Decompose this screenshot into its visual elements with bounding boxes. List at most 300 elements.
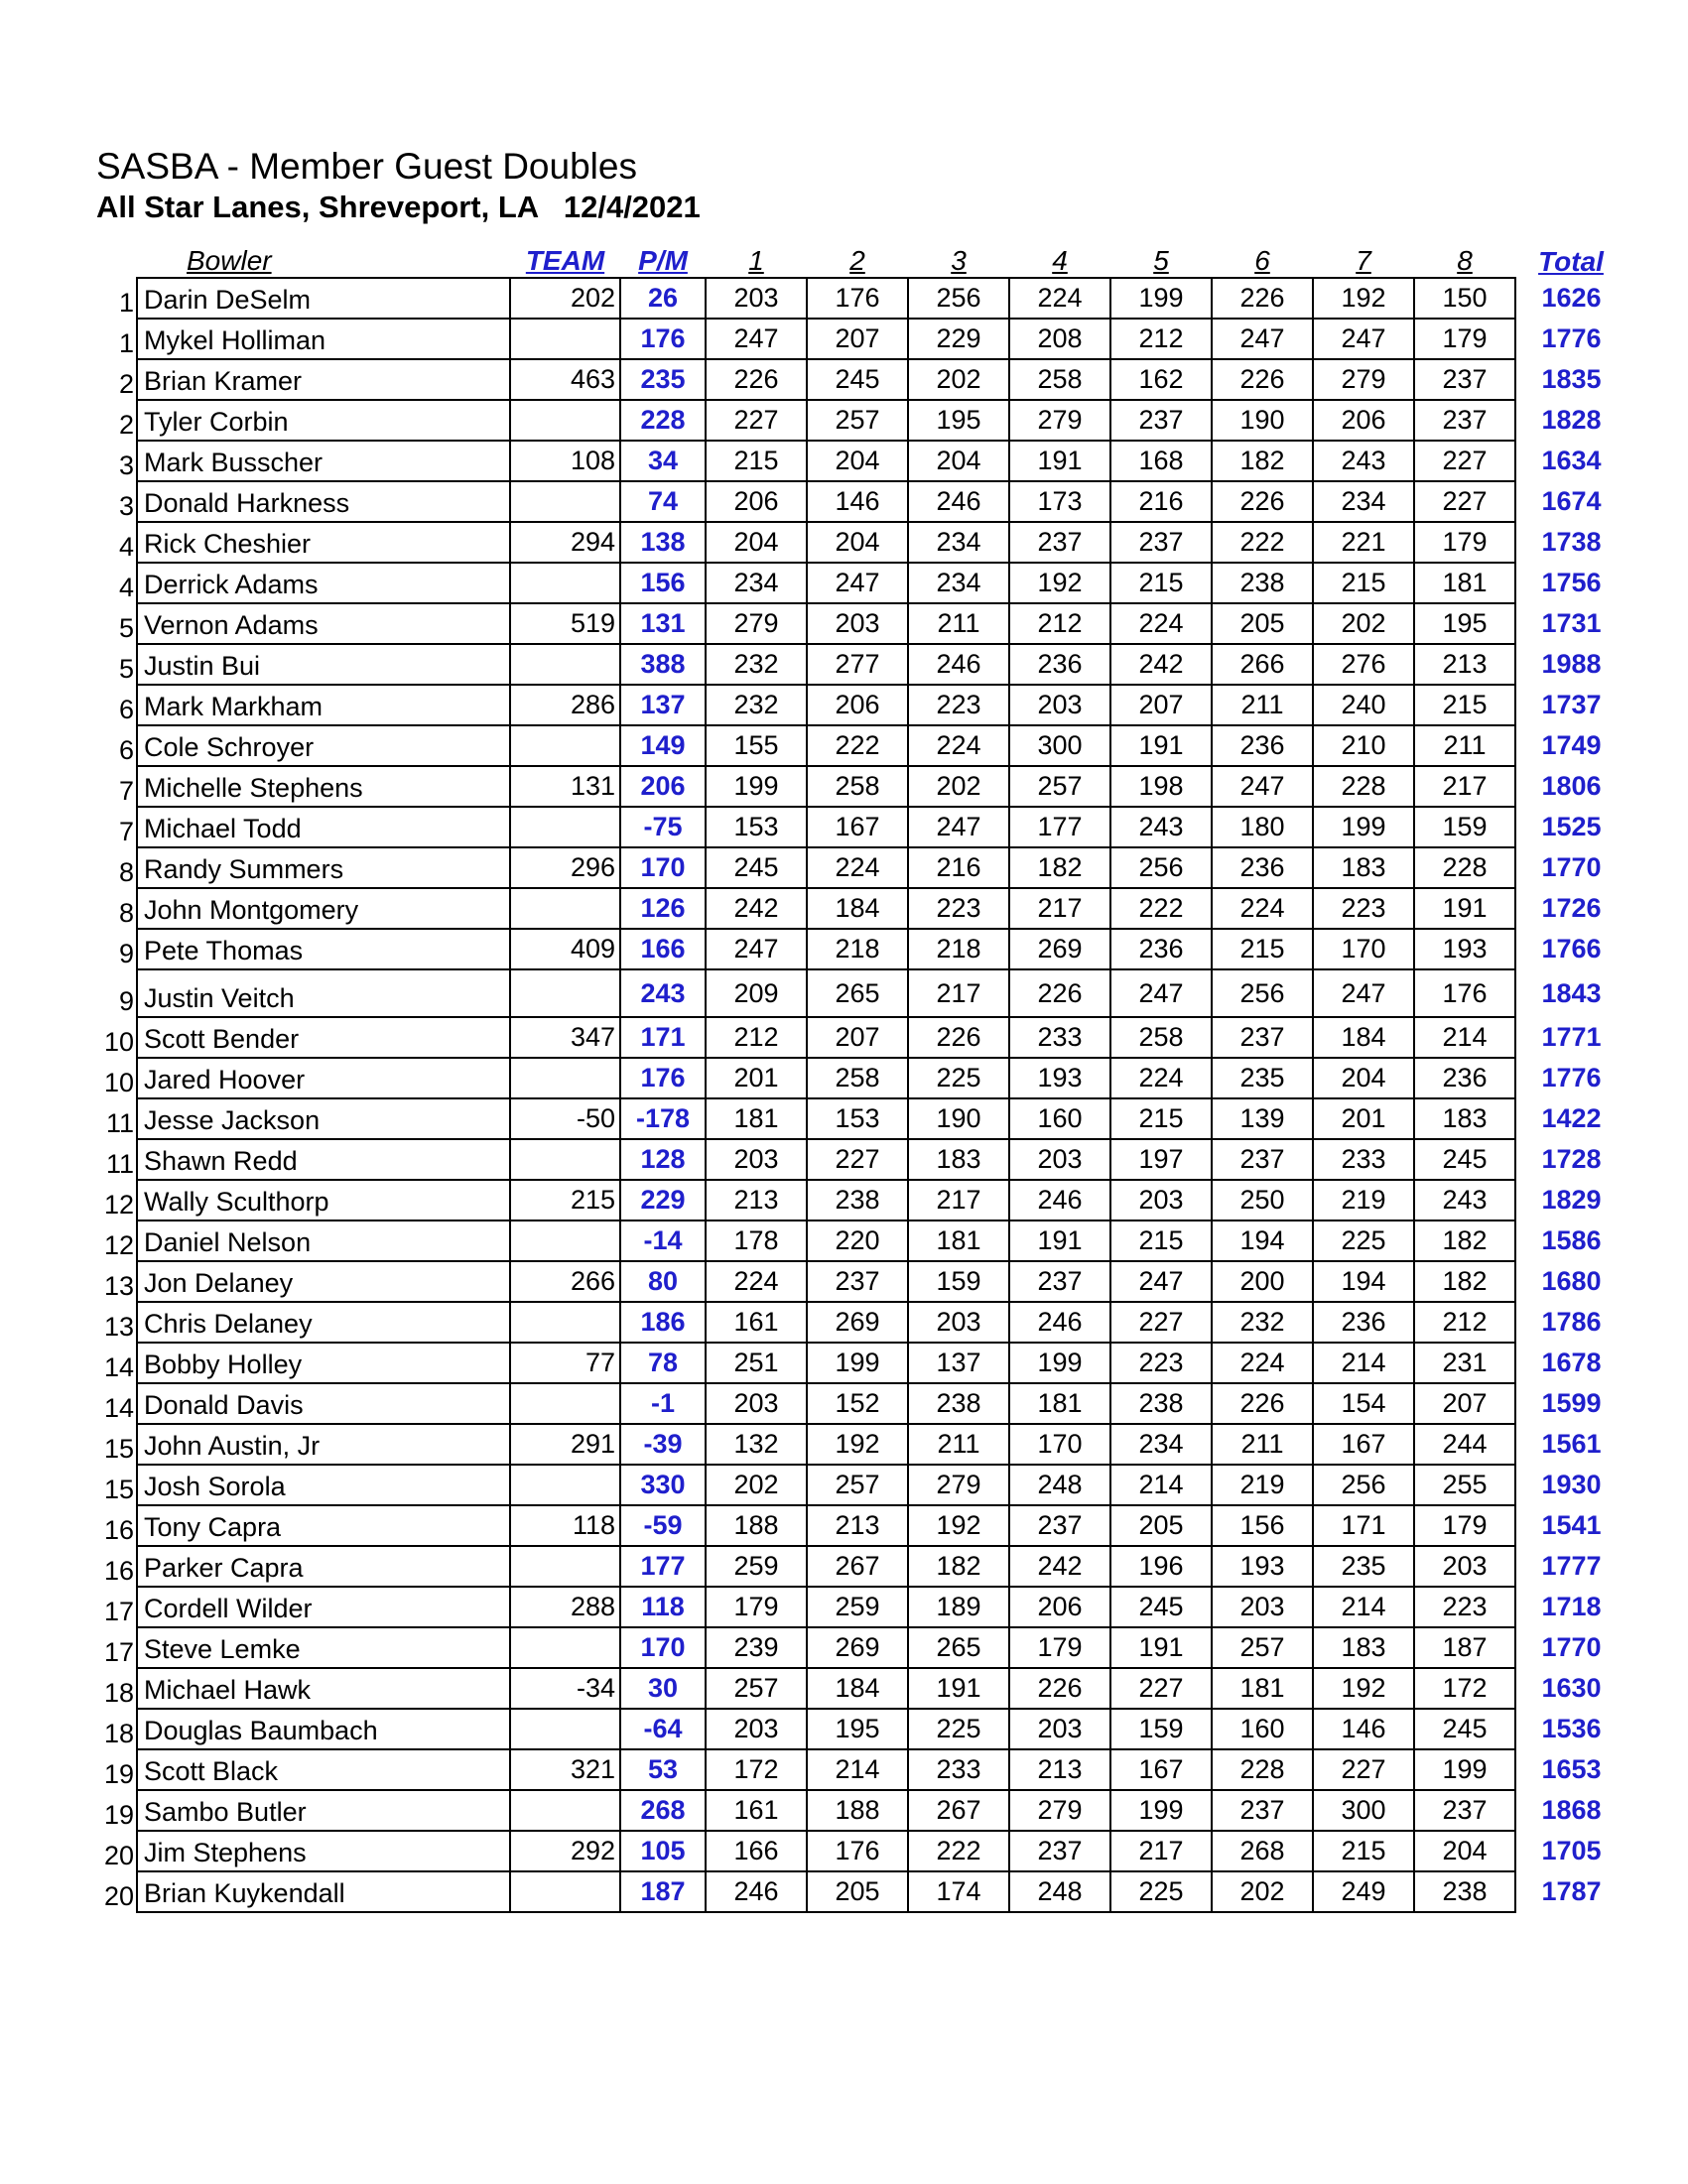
table-row	[93, 1749, 1626, 1790]
table-row	[93, 1627, 1626, 1668]
game-score: 229	[908, 319, 1009, 359]
game-score: 176	[807, 1831, 908, 1871]
game-score: 242	[1009, 1546, 1110, 1587]
game-score: 215	[706, 441, 807, 481]
game-score: 279	[1009, 400, 1110, 441]
game-score: 235	[1212, 1058, 1313, 1098]
game-score: 232	[706, 644, 807, 685]
bowler-name: Pete Thomas	[137, 929, 510, 969]
table-row	[93, 319, 1626, 359]
plus-minus: 156	[620, 563, 706, 603]
plus-minus: -1	[620, 1383, 706, 1424]
game-score: 259	[807, 1587, 908, 1627]
game-score: 180	[1212, 807, 1313, 847]
game-score: 207	[1110, 685, 1212, 725]
game-score: 223	[1414, 1587, 1515, 1627]
game-score: 236	[1212, 847, 1313, 888]
game-score: 228	[1313, 766, 1414, 807]
game-score: 184	[1313, 1017, 1414, 1058]
game-score: 224	[908, 725, 1009, 766]
row-rank: 8	[118, 898, 134, 928]
game-score: 237	[1110, 522, 1212, 563]
game-score: 211	[908, 1424, 1009, 1465]
row-rank: 3	[118, 450, 134, 480]
row-rank: 9	[118, 939, 134, 968]
game-score: 228	[1212, 1749, 1313, 1790]
game-score: 161	[706, 1790, 807, 1831]
team-score: 288	[510, 1587, 620, 1627]
game-score: 238	[1110, 1383, 1212, 1424]
team-score	[510, 563, 620, 603]
game-score: 197	[1110, 1139, 1212, 1180]
row-rank: 11	[105, 1108, 134, 1138]
table-row	[93, 969, 1626, 1017]
game-score: 193	[1009, 1058, 1110, 1098]
game-score: 183	[1414, 1098, 1515, 1139]
game-score: 207	[1414, 1383, 1515, 1424]
game-score: 215	[1110, 1220, 1212, 1261]
game-score: 246	[706, 1871, 807, 1912]
team-score: 347	[510, 1017, 620, 1058]
plus-minus: 34	[620, 441, 706, 481]
game-score: 191	[908, 1668, 1009, 1709]
total-score: 1787	[1541, 1876, 1602, 1906]
plus-minus: 30	[620, 1668, 706, 1709]
plus-minus: 80	[620, 1261, 706, 1302]
plus-minus: 166	[620, 929, 706, 969]
game-score: 224	[1110, 603, 1212, 644]
table-row	[93, 1546, 1626, 1587]
total-score: 1653	[1541, 1754, 1602, 1784]
game-score: 213	[1009, 1749, 1110, 1790]
game-score: 181	[1009, 1383, 1110, 1424]
table-row	[93, 685, 1626, 725]
game-score: 220	[807, 1220, 908, 1261]
game-header: 7	[1356, 245, 1371, 276]
game-score: 214	[1110, 1465, 1212, 1505]
game-score: 191	[1110, 725, 1212, 766]
game-score: 238	[1414, 1871, 1515, 1912]
bowler-name: Michael Todd	[137, 807, 510, 847]
table-row	[93, 1343, 1626, 1383]
game-score: 191	[1110, 1627, 1212, 1668]
game-score: 247	[908, 807, 1009, 847]
game-score: 255	[1414, 1465, 1515, 1505]
game-score: 176	[1414, 969, 1515, 1017]
game-score: 250	[1212, 1180, 1313, 1220]
game-score: 244	[1414, 1424, 1515, 1465]
game-score: 194	[1212, 1220, 1313, 1261]
team-score	[510, 1220, 620, 1261]
game-score: 167	[1110, 1749, 1212, 1790]
bowler-name: Cordell Wilder	[137, 1587, 510, 1627]
game-score: 198	[1110, 766, 1212, 807]
team-score	[510, 400, 620, 441]
bowler-name: Tony Capra	[137, 1505, 510, 1546]
table-row	[93, 1505, 1626, 1546]
game-score: 243	[1313, 441, 1414, 481]
game-score: 245	[1414, 1709, 1515, 1749]
bowler-name: Cole Schroyer	[137, 725, 510, 766]
total-score: 1737	[1541, 690, 1602, 719]
table-row	[93, 1058, 1626, 1098]
game-score: 245	[1110, 1587, 1212, 1627]
bowler-name: Steve Lemke	[137, 1627, 510, 1668]
game-score: 205	[807, 1871, 908, 1912]
total-score: 1770	[1541, 1632, 1602, 1662]
game-score: 212	[1009, 603, 1110, 644]
game-score: 259	[706, 1546, 807, 1587]
game-score: 181	[1414, 563, 1515, 603]
bowler-name: Scott Black	[137, 1749, 510, 1790]
game-score: 246	[908, 644, 1009, 685]
game-score: 173	[1009, 481, 1110, 522]
team-score: 202	[510, 278, 620, 319]
game-score: 247	[706, 319, 807, 359]
game-score: 202	[1212, 1871, 1313, 1912]
total-score: 1930	[1541, 1470, 1602, 1499]
game-score: 226	[1009, 1668, 1110, 1709]
game-score: 231	[1414, 1343, 1515, 1383]
game-score: 170	[1009, 1424, 1110, 1465]
plus-minus: 388	[620, 644, 706, 685]
table-row	[93, 725, 1626, 766]
game-score: 199	[706, 766, 807, 807]
team-score	[510, 644, 620, 685]
table-row	[93, 644, 1626, 685]
game-score: 225	[908, 1058, 1009, 1098]
game-score: 238	[1212, 563, 1313, 603]
game-score: 182	[908, 1546, 1009, 1587]
plus-minus: 170	[620, 1627, 706, 1668]
game-score: 181	[908, 1220, 1009, 1261]
game-score: 237	[1009, 1505, 1110, 1546]
game-score: 225	[908, 1709, 1009, 1749]
plus-minus: -75	[620, 807, 706, 847]
team-score	[510, 1139, 620, 1180]
game-score: 193	[1212, 1546, 1313, 1587]
team-score	[510, 1058, 620, 1098]
table-row	[93, 1139, 1626, 1180]
game-score: 233	[908, 1749, 1009, 1790]
game-score: 139	[1212, 1098, 1313, 1139]
game-score: 257	[807, 400, 908, 441]
game-score: 192	[908, 1505, 1009, 1546]
game-score: 223	[908, 888, 1009, 929]
team-score: -34	[510, 1668, 620, 1709]
total-score: 1561	[1541, 1429, 1602, 1459]
table-row	[93, 278, 1626, 319]
game-score: 209	[706, 969, 807, 1017]
total-score: 1731	[1541, 608, 1602, 638]
game-score: 194	[1313, 1261, 1414, 1302]
row-rank: 8	[118, 857, 134, 887]
bowler-name: Michelle Stephens	[137, 766, 510, 807]
row-rank: 19	[103, 1800, 134, 1830]
game-score: 211	[1212, 1424, 1313, 1465]
table-row	[93, 1465, 1626, 1505]
game-score: 256	[908, 278, 1009, 319]
row-rank: 11	[105, 1149, 134, 1179]
game-score: 277	[807, 644, 908, 685]
game-score: 215	[1110, 1098, 1212, 1139]
plus-minus: 118	[620, 1587, 706, 1627]
plus-minus: 330	[620, 1465, 706, 1505]
game-score: 153	[807, 1098, 908, 1139]
game-score: 234	[706, 563, 807, 603]
game-score: 216	[1110, 481, 1212, 522]
total-score: 1422	[1541, 1103, 1602, 1133]
bowler-name: Shawn Redd	[137, 1139, 510, 1180]
game-score: 226	[706, 359, 807, 400]
row-rank: 3	[118, 491, 134, 521]
game-score: 179	[706, 1587, 807, 1627]
team-score: 77	[510, 1343, 620, 1383]
total-score: 1777	[1541, 1551, 1602, 1581]
plus-minus: 78	[620, 1343, 706, 1383]
game-score: 268	[1212, 1831, 1313, 1871]
bowler-name: Josh Sorola	[137, 1465, 510, 1505]
plus-minus: 128	[620, 1139, 706, 1180]
total-score: 1680	[1541, 1266, 1602, 1296]
game-score: 215	[1212, 929, 1313, 969]
total-score: 1718	[1541, 1592, 1602, 1621]
game-score: 191	[1414, 888, 1515, 929]
team-score	[510, 319, 620, 359]
bowler-name: Jon Delaney	[137, 1261, 510, 1302]
team-score: 266	[510, 1261, 620, 1302]
total-score: 1786	[1541, 1307, 1602, 1337]
row-rank: 20	[103, 1881, 134, 1911]
total-score: 1630	[1541, 1673, 1602, 1703]
game-score: 221	[1313, 522, 1414, 563]
game-score: 181	[1212, 1668, 1313, 1709]
game-score: 279	[1009, 1790, 1110, 1831]
game-score: 223	[908, 685, 1009, 725]
plus-minus: 105	[620, 1831, 706, 1871]
table-row	[93, 603, 1626, 644]
row-rank: 4	[118, 573, 134, 602]
plus-minus: 74	[620, 481, 706, 522]
total-score: 1756	[1541, 568, 1602, 597]
game-score: 265	[807, 969, 908, 1017]
game-score: 207	[807, 1017, 908, 1058]
game-score: 203	[908, 1302, 1009, 1343]
game-score: 207	[807, 319, 908, 359]
game-score: 223	[1110, 1343, 1212, 1383]
game-score: 146	[1313, 1709, 1414, 1749]
game-score: 202	[908, 766, 1009, 807]
game-score: 189	[908, 1587, 1009, 1627]
row-rank: 14	[103, 1393, 134, 1423]
row-rank: 2	[118, 410, 134, 440]
game-score: 216	[908, 847, 1009, 888]
game-score: 237	[1414, 1790, 1515, 1831]
table-row	[93, 1261, 1626, 1302]
row-rank: 10	[103, 1027, 134, 1057]
game-score: 256	[1313, 1465, 1414, 1505]
bowler-name: Brian Kramer	[137, 359, 510, 400]
game-score: 218	[908, 929, 1009, 969]
team-score: -50	[510, 1098, 620, 1139]
plus-minus: 243	[620, 969, 706, 1017]
game-score: 219	[1212, 1465, 1313, 1505]
plus-minus: 138	[620, 522, 706, 563]
game-score: 265	[908, 1627, 1009, 1668]
table-row	[93, 1831, 1626, 1871]
game-score: 225	[1110, 1871, 1212, 1912]
game-score: 258	[1110, 1017, 1212, 1058]
bowler-name: Mykel Holliman	[137, 319, 510, 359]
game-score: 203	[807, 603, 908, 644]
game-score: 238	[807, 1180, 908, 1220]
game-score: 233	[1009, 1017, 1110, 1058]
game-score: 217	[1009, 888, 1110, 929]
game-score: 159	[1110, 1709, 1212, 1749]
table-row	[93, 1709, 1626, 1749]
table-row	[93, 441, 1626, 481]
game-score: 246	[908, 481, 1009, 522]
game-score: 212	[1414, 1302, 1515, 1343]
bowler-name: Mark Busscher	[137, 441, 510, 481]
plus-minus: 171	[620, 1017, 706, 1058]
total-score: 1806	[1541, 771, 1602, 801]
total-score: 1674	[1541, 486, 1602, 516]
game-score: 184	[807, 888, 908, 929]
plus-minus: -178	[620, 1098, 706, 1139]
game-score: 170	[1313, 929, 1414, 969]
team-score	[510, 1709, 620, 1749]
plus-minus: 137	[620, 685, 706, 725]
table-row	[93, 481, 1626, 522]
game-score: 269	[807, 1302, 908, 1343]
game-score: 223	[1313, 888, 1414, 929]
game-score: 215	[1110, 563, 1212, 603]
game-score: 279	[1313, 359, 1414, 400]
game-score: 240	[1313, 685, 1414, 725]
row-rank: 15	[103, 1434, 134, 1464]
game-score: 203	[706, 1709, 807, 1749]
game-score: 233	[1313, 1139, 1414, 1180]
game-header: 8	[1457, 245, 1473, 276]
game-score: 199	[1110, 278, 1212, 319]
game-header: 1	[748, 245, 764, 276]
game-score: 214	[1414, 1017, 1515, 1058]
game-score: 193	[1414, 929, 1515, 969]
bowler-name: Chris Delaney	[137, 1302, 510, 1343]
game-score: 247	[1313, 319, 1414, 359]
document-title: SASBA - Member Guest Doubles	[96, 146, 637, 187]
team-score: 294	[510, 522, 620, 563]
game-score: 174	[908, 1871, 1009, 1912]
total-score: 1835	[1541, 364, 1602, 394]
game-score: 267	[908, 1790, 1009, 1831]
game-header: 2	[849, 245, 865, 276]
game-score: 204	[807, 441, 908, 481]
team-score	[510, 1383, 620, 1424]
scores-table	[93, 239, 1626, 1913]
plus-minus: 26	[620, 278, 706, 319]
row-rank: 4	[118, 532, 134, 562]
game-score: 206	[807, 685, 908, 725]
game-score: 227	[807, 1139, 908, 1180]
rank-header	[93, 239, 137, 278]
game-score: 206	[1313, 400, 1414, 441]
row-rank: 2	[118, 369, 134, 399]
game-score: 217	[1110, 1831, 1212, 1871]
table-row	[93, 847, 1626, 888]
game-score: 247	[1313, 969, 1414, 1017]
total-score: 1705	[1541, 1836, 1602, 1865]
total-score: 1766	[1541, 934, 1602, 964]
game-score: 236	[1212, 725, 1313, 766]
total-score: 1828	[1541, 405, 1602, 435]
game-score: 226	[908, 1017, 1009, 1058]
game-score: 211	[1414, 725, 1515, 766]
team-score: 321	[510, 1749, 620, 1790]
bowler-name: Rick Cheshier	[137, 522, 510, 563]
game-score: 237	[1212, 1139, 1313, 1180]
game-score: 211	[1212, 685, 1313, 725]
bowler-name: John Montgomery	[137, 888, 510, 929]
game-score: 190	[1212, 400, 1313, 441]
game-score: 215	[1414, 685, 1515, 725]
game-score: 212	[1110, 319, 1212, 359]
game-score: 155	[706, 725, 807, 766]
team-score: 292	[510, 1831, 620, 1871]
game-score: 237	[1212, 1790, 1313, 1831]
game-score: 199	[1313, 807, 1414, 847]
row-rank: 5	[118, 654, 134, 684]
table-row	[93, 1424, 1626, 1465]
row-rank: 16	[103, 1556, 134, 1586]
bowler-name: Derrick Adams	[137, 563, 510, 603]
row-rank: 12	[103, 1190, 134, 1220]
game-score: 300	[1009, 725, 1110, 766]
game-header: 3	[951, 245, 967, 276]
game-score: 219	[1313, 1180, 1414, 1220]
row-rank: 13	[103, 1271, 134, 1301]
team-score	[510, 888, 620, 929]
game-score: 227	[1110, 1302, 1212, 1343]
game-score: 153	[706, 807, 807, 847]
game-score: 243	[1414, 1180, 1515, 1220]
game-score: 237	[1009, 522, 1110, 563]
game-score: 203	[706, 1383, 807, 1424]
bowler-name: Vernon Adams	[137, 603, 510, 644]
total-score: 1536	[1541, 1714, 1602, 1743]
plus-minus: 268	[620, 1790, 706, 1831]
game-score: 199	[1110, 1790, 1212, 1831]
game-score: 156	[1212, 1505, 1313, 1546]
plus-minus: 53	[620, 1749, 706, 1790]
document-subtitle: All Star Lanes, Shreveport, LA 12/4/2021	[96, 190, 701, 224]
game-score: 217	[1414, 766, 1515, 807]
plus-minus: 131	[620, 603, 706, 644]
game-score: 266	[1212, 644, 1313, 685]
total-score: 1678	[1541, 1348, 1602, 1377]
game-score: 162	[1110, 359, 1212, 400]
game-score: 249	[1313, 1871, 1414, 1912]
table-row	[93, 522, 1626, 563]
game-score: 137	[908, 1343, 1009, 1383]
game-score: 238	[908, 1383, 1009, 1424]
game-score: 211	[908, 603, 1009, 644]
game-score: 214	[1313, 1587, 1414, 1627]
game-score: 203	[1009, 1139, 1110, 1180]
total-score: 1829	[1541, 1185, 1602, 1215]
game-score: 182	[1212, 441, 1313, 481]
